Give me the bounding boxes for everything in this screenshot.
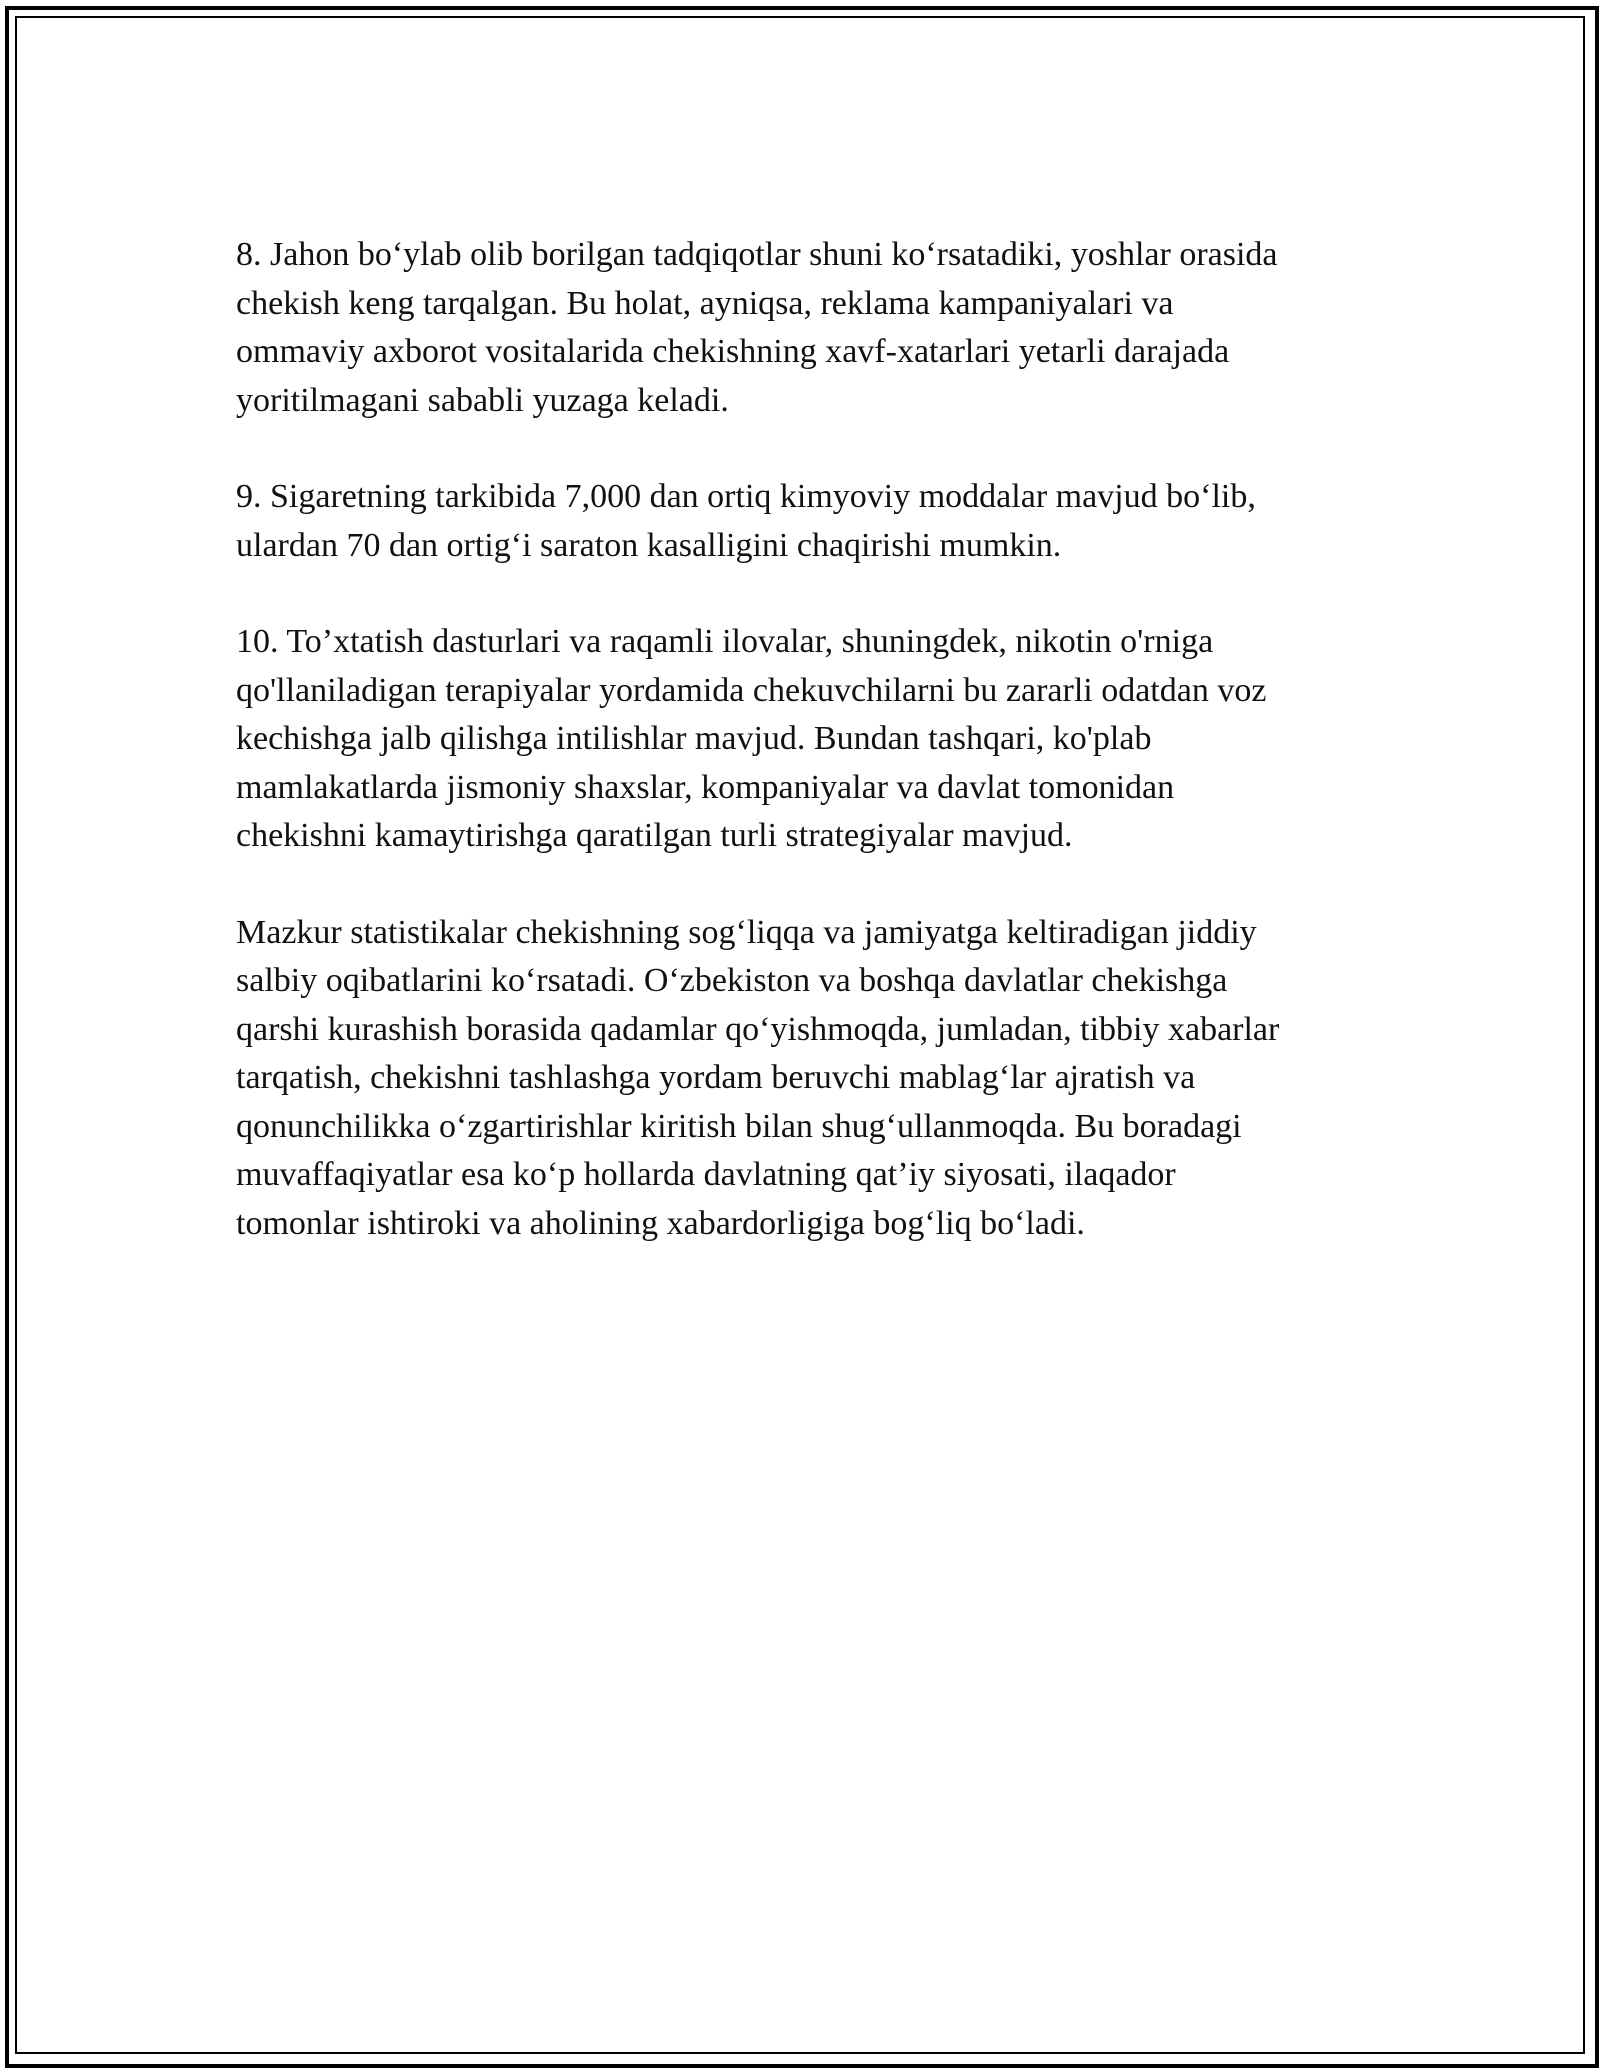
paragraph-item-9: 9. Sigaretning tarkibida 7,000 dan ortiq kimyoviy moddalar mavjud bo‘lib, ulardan 70 dan ortig‘i saraton kasalligini chaqirishi mumkin. (236, 478, 1256, 564)
paragraph-item-10: 10. To’xtatish dasturlari va raqamli ilovalar, shuningdek, nikotin o'rniga qo'llaniladigan terapiyalar yordamida chekuvchilarni bu zararli odatdan voz kechishga jalb qilishga intilishlar mavjud. Bundan tashqari, ko'plab mamlakatlarda jismoniy shaxslar, kompaniyalar va davlat tomonidan chekishni kamaytirishga qaratilgan turli strategiyalar mavjud. (236, 623, 1267, 854)
document-body (236, 231, 1376, 1296)
paragraph-conclusion: Mazkur statistikalar chekishning sog‘liqqa va jamiyatga keltiradigan jiddiy salbiy oqibatlarini ko‘rsatadi. O‘zbekiston va boshqa davlatlar chekishga qarshi kurashish borasida qadamlar qo‘yishmoqda, jumladan, tibbiy xabarlar tarqatish, chekishni tashlashga yordam beruvchi mablag‘lar ajratish va qonunchilikka o‘zgartirishlar kiritish bilan shug‘ullanmoqda. Bu boradagi muvaffaqiyatlar esa ko‘p hollarda davlatning qat’iy siyosati, ilaqador tomonlar ishtiroki va aholining xabardorligiga bog‘liq bo‘ladi. (236, 913, 1280, 1242)
paragraph-item-8: 8. Jahon bo‘ylab olib borilgan tadqiqotlar shuni ko‘rsatadiki, yoshlar orasida chekish keng tarqalgan. Bu holat, ayniqsa, reklama kampaniyalari va ommaviy axborot vositalarida chekishning xavf-xatarlari yetarli darajada yoritilmagani sababli yuzaga keladi. (236, 236, 1278, 419)
